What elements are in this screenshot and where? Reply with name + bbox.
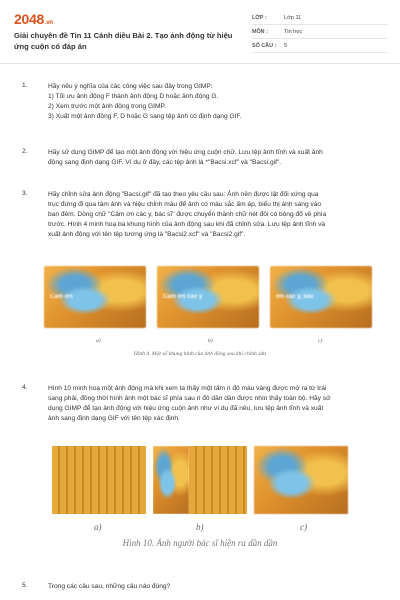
figure-10-caption: Hình 10. Ảnh người bác sĩ hiện ra dần dần [122,538,278,548]
meta-value: Lớp 11 [284,15,302,21]
figure-label-b: b) [208,338,213,344]
figure-4-row [44,266,372,328]
question-number: 1. [22,82,28,89]
question-number: 5. [22,582,28,589]
meta-row-subject [252,26,388,39]
meta-row-class [252,12,388,25]
figure-frame-a [52,446,146,514]
question-text: Hình 10 minh hoạ một ảnh động mà khi xem ta thấy một tấm ri đô màu vàng được mở ra từ trái sang phải, đồng thời hình ảnh một bác sĩ phía sau ri đô dần dần được nhìn thấy toàn bộ. Hãy sử dụng GIMP để tạo ảnh động với hiệu ứng cuộn ảnh như ví dụ đã nêu, lưu tệp ảnh tĩnh và xuất ảnh sang định dạng GIF với tên tệp xác định. [48,385,331,422]
question-text: Hãy sử dụng GIMP để tạo một ảnh động với hiệu ứng cuộn chữ. Lưu tệp ảnh tĩnh và xuất ảnh động sang định dạng GIF. Ví dụ ở đây, các tệp ảnh là *"Bacsi.xcf" và "Bacsi.gif". [48,149,323,166]
figure-label-a: a) [94,522,102,532]
question-text: Trong các câu sau, những câu nào đúng? [48,583,171,590]
meta-key: LỚP : [252,15,267,21]
figure-banner: Cảm ơn [50,294,73,300]
figure-frame-b [153,446,247,514]
site-logo[interactable]: 2048.vn [14,11,53,27]
question-text: Hãy nêu ý nghĩa của các công việc sau đây trong GIMP: 1) Tối ưu ảnh động F thành ảnh động D hoặc ảnh động G. 2) Xem trước một ảnh động trong GIMP. 3) Xuất một ảnh động F, D hoặc G sang tệp ảnh có định dạng GIF. [48,83,242,120]
figure-label-b: b) [196,522,204,532]
figure-label-c: c) [318,338,323,344]
document-meta [252,12,388,54]
figure-10-row [52,446,348,514]
meta-key: MÔN : [252,29,268,35]
question-text: Hãy chỉnh sửa ảnh động "Bacsi.gif" đã tạo theo yêu cầu sau: Ảnh nền được lật đối xứng qua trục đứng đi qua tâm ảnh và hiệu chỉnh màu để ảnh có màu sắc ấm áp, biểu thị ánh sáng vào ban đêm. Dòng chữ "Cảm ơn các y, bác sĩ" được chuyển thành chữ nét đôi có bóng đổ về phía trước. Hình 4 minh hoạ ba khung hình của ảnh động sau khi đã chỉnh sửa. Lưu tệp ảnh tĩnh và xuất ảnh động với tên tệp tương ứng là "Bacsi2.xcf" và "Bacsi2.gif". [48,191,327,238]
figure-frame-b [157,266,259,328]
question-number: 2. [22,148,28,155]
figure-banner: ơn các y, bác [276,294,314,300]
figure-banner: Cảm ơn các y [163,294,203,300]
figure-4-caption: Hình 4. Một số khung hình của ảnh động sau khi chỉnh sửa [133,351,267,357]
meta-value: Tin học [284,29,303,35]
figure-frame-a [44,266,146,328]
figure-label-a: a) [96,338,101,344]
meta-key: SỐ CÂU : [252,43,277,49]
meta-row-count [252,40,388,53]
meta-value: 5 [284,43,288,49]
figure-frame-c [254,446,348,514]
document-title: Giải chuyên đề Tin 11 Cánh diều Bài 2. Tạo ảnh động từ hiệu ứng cuộn có đáp án [14,31,233,51]
page-header [0,0,400,64]
figure-frame-c [270,266,372,328]
figure-label-c: c) [300,522,307,532]
question-number: 3. [22,190,28,197]
question-number: 4. [22,384,28,391]
